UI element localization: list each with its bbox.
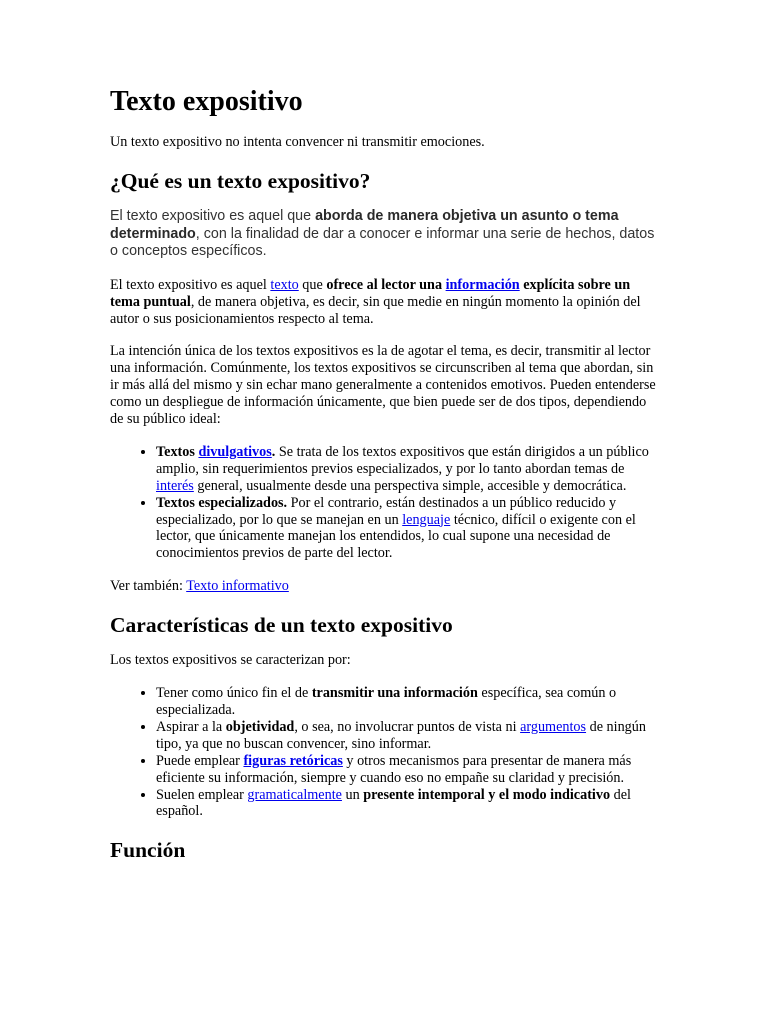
page-title: Texto expositivo bbox=[110, 86, 303, 117]
link-gramaticalmente[interactable]: gramaticalmente bbox=[247, 786, 342, 803]
link-texto[interactable]: texto bbox=[270, 276, 299, 293]
item-text: un bbox=[341, 786, 364, 803]
item-text: Aspirar a la bbox=[156, 718, 226, 735]
bold-text: presente intemporal y el modo indicativo bbox=[363, 786, 611, 803]
bold-text: Textos bbox=[156, 443, 199, 460]
definition-paragraph bbox=[110, 277, 658, 328]
item-text: específica, sea común o especializada. bbox=[156, 685, 617, 718]
section-heading-funcion: Función bbox=[110, 838, 186, 863]
paragraph-text: que bbox=[298, 276, 327, 293]
item-text: general, usualmente desde una perspectiva simple, accesible y democrática. bbox=[193, 477, 627, 494]
list-item bbox=[156, 753, 658, 787]
item-text: Suelen emplear bbox=[156, 786, 248, 803]
section-heading-caracteristicas: Características de un texto expositivo bbox=[110, 613, 453, 638]
item-text: del español. bbox=[156, 786, 631, 820]
characteristics-intro: Los textos expositivos se caracterizan por: bbox=[110, 652, 351, 669]
summary-text: , con la finalidad de dar a conocer e informar una serie de hechos, datos o conceptos específicos. bbox=[110, 225, 655, 260]
intro-paragraph: Un texto expositivo no intenta convencer ni transmitir emociones. bbox=[110, 134, 485, 150]
item-text: de ningún tipo, ya que no buscan convencer, sino informar. bbox=[156, 718, 646, 752]
bold-text: transmitir una información bbox=[311, 685, 478, 702]
bold-text: ofrece al lector una bbox=[326, 276, 446, 293]
item-text: y otros mecanismos para presentar de manera más eficiente su información, siempre y cuando eso no empañe su claridad y precisión. bbox=[156, 752, 632, 786]
link-divulgativos[interactable]: divulgativos bbox=[198, 443, 272, 460]
link-figuras-retoricas[interactable]: figuras retóricas bbox=[243, 752, 343, 769]
item-text: técnico, difícil o exigente con el lector, que únicamente manejan los entendidos, lo cual supone una necesidad de conocimientos previos de parte del lector. bbox=[156, 511, 636, 562]
item-text: Por el contrario, están destinados a un público reducido y especializado, por lo que se manejan en un bbox=[156, 494, 617, 528]
link-argumentos[interactable]: argumentos bbox=[520, 718, 587, 735]
list-item bbox=[156, 495, 658, 563]
bold-text: . bbox=[271, 443, 276, 460]
bold-text: explícita sobre un tema puntual bbox=[110, 276, 631, 310]
summary-bold: aborda de manera objetiva un asunto o tema determinado bbox=[110, 207, 619, 242]
item-text: , o sea, no involucrar puntos de vista ni bbox=[294, 718, 521, 735]
types-list bbox=[110, 444, 658, 562]
link-informacion[interactable]: información bbox=[445, 276, 520, 293]
section-heading-que-es: ¿Qué es un texto expositivo? bbox=[110, 168, 371, 193]
see-also-label: Ver también: bbox=[110, 578, 187, 595]
summary-text: El texto expositivo es aquel que bbox=[110, 207, 316, 224]
link-lenguaje[interactable]: lenguaje bbox=[402, 511, 451, 528]
paragraph-text: , de manera objetiva, es decir, sin que medie en ningún momento la opinión del autor o sus posicionamientos respecto al tema. bbox=[110, 293, 641, 327]
list-item bbox=[156, 719, 658, 753]
item-text: Se trata de los textos expositivos que están dirigidos a un público amplio, sin requerimientos previos especializados, y por lo tanto abordan temas de bbox=[156, 443, 649, 477]
characteristics-list bbox=[110, 685, 658, 820]
summary-paragraph bbox=[110, 208, 658, 261]
see-also bbox=[110, 578, 658, 595]
bold-text: Textos especializados. bbox=[156, 494, 288, 511]
link-interes[interactable]: interés bbox=[156, 477, 194, 494]
item-text: Puede emplear bbox=[156, 752, 244, 769]
list-item bbox=[156, 685, 658, 719]
list-item bbox=[156, 444, 658, 495]
article bbox=[110, 84, 658, 877]
list-item bbox=[156, 787, 658, 821]
paragraph-text: El texto expositivo es aquel bbox=[110, 276, 271, 293]
item-text: Tener como único fin el de bbox=[156, 685, 312, 702]
intention-paragraph: La intención única de los textos expositivos es la de agotar el tema, es decir, transmitir al lector una información. Comúnmente, los textos expositivos se circunscriben al tema que abordan, sin ir más allá del mismo y sin echar mano generalmente a contenidos emotivos. Pueden entenderse como un despliegue de información únicamente, que bien puede ser de dos tipos, dependiendo de su público ideal: bbox=[110, 343, 656, 428]
link-texto-informativo[interactable]: Texto informativo bbox=[186, 578, 289, 595]
bold-text: objetividad bbox=[225, 718, 295, 735]
